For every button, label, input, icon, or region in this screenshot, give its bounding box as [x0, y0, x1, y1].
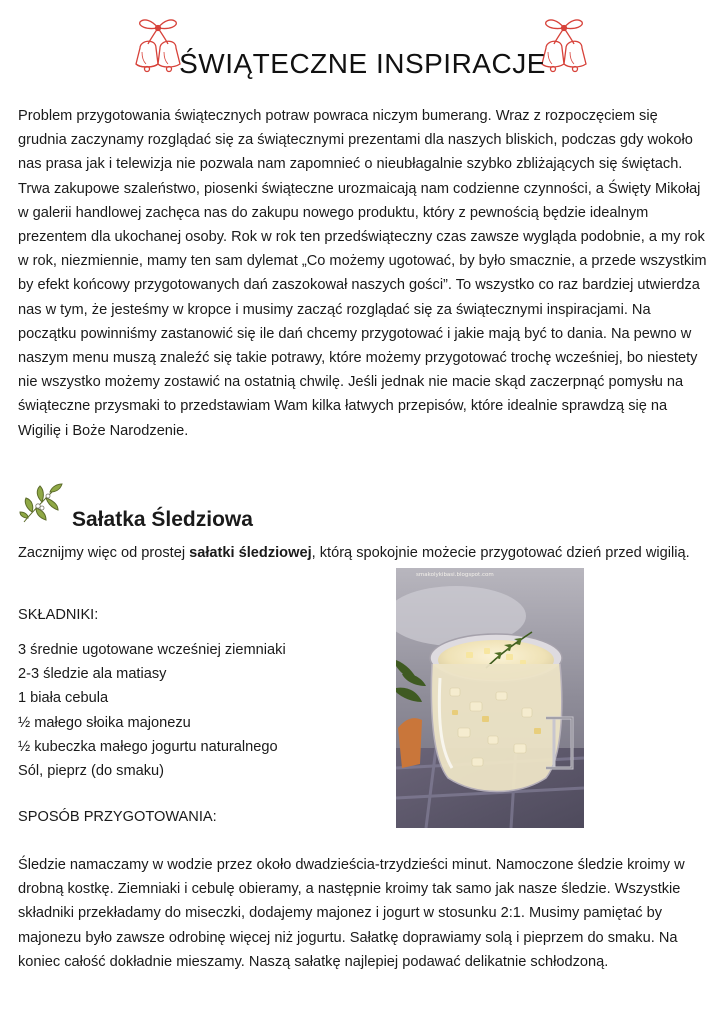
ingredient-item: Sól, pieprz (do smaku): [18, 763, 164, 780]
ingredient-item: ½ kubeczka małego jogurtu naturalnego: [18, 738, 278, 755]
recipe-lead: [18, 541, 708, 565]
lead-text-end: , którą spokojnie możecie przygotować dzień przed wigilią.: [311, 545, 690, 561]
salad-photo: [396, 568, 584, 828]
photo-watermark: smakolykibasi.blogspot.com: [416, 572, 494, 578]
intro-paragraph: Problem przygotowania świątecznych potraw powraca niczym bumerang. Wraz z rozpoczęciem się grudnia zaczynamy rozglądać się za świątecznymi prezentami dla naszych bliskich, podczas gdy wokoło nas prasa jak i telewizja nie pozwala nam zapomnieć o nieubłagalnie szybko zbliżających się świętach. Trwa zakupowe szaleństwo, piosenki świąteczne urozmaicają nam codzienne czynności, a Święty Mikołaj w galerii handlowej zachęca nas do zakupu nowego produktu, który z pewnością będzie idealnym prezentem dla ukochanej osoby. Rok w rok ten przedświąteczny czas zawsze wygląda podobnie, a my rok w rok, niezmiennie, mamy ten sam dylemat „Co możemy ugotować, by było smacznie, a przede wszystkim by efekt końcowy przygotowanych dań zaszokował naszych gości”. To wszystko co raz bardziej utwierdza nas w tym, że jesteśmy w kropce i musimy zacząć rozglądać się za świątecznymi inspiracjami. Na początku powinniśmy zastanowić się ile dań chcemy przygotować i jakie mają być to dania. Na pewno w naszym menu muszą znaleźć się takie potrawy, które możemy przygotować trochę wcześniej, bo niestety nie wszystko możemy zostawić na ostatnią chwilę. Jeśli jednak nie macie skąd zaczerpnąć pomysłu na świąteczne przysmaki to przedstawiam Wam kilka łatwych przepisów, które idealnie sprawdzą się na Wigilię i Boże Narodzenie.: [18, 108, 707, 439]
salad-jar-illustration: [396, 568, 584, 828]
mistletoe-icon: [18, 478, 68, 528]
ingredients-label: SKŁADNIKI:: [18, 607, 99, 623]
method-paragraph: Śledzie namaczamy w wodzie przez około dwadzieścia-trzydzieści minut. Namoczone śledzie kroimy w drobną kostkę. Ziemniaki i cebulę obieramy, a następnie kroimy tak samo jak nasze śledzie. Wszystkie składniki przekładamy do miseczki, dodajemy majonez i jogurt w stosunku 2:1. Musimy pamiętać by majonezu było zawsze odrobinę więcej niż jogurtu. Sałatkę doprawiamy solą i pieprzem do smaku. Na koniec całość dokładnie mieszamy. Naszą sałatkę najlepiej podawać delikatnie schłodzoną.: [18, 857, 685, 970]
ingredients-list: [18, 638, 286, 783]
lead-text-start: Zacznijmy więc od prostej: [18, 545, 190, 561]
ingredient-item: 3 średnie ugotowane wcześniej ziemniaki: [18, 642, 286, 658]
lead-text-bold: sałatki śledziowej: [189, 545, 312, 561]
recipe-title: Sałatka Śledziowa: [72, 508, 253, 531]
ingredient-item: ½ małego słoika majonezu: [18, 714, 191, 731]
ingredient-item: 1 biała cebula: [18, 690, 109, 707]
page-title: ŚWIĄTECZNE INSPIRACJE: [179, 48, 546, 79]
method-label: SPOSÓB PRZYGOTOWANIA:: [18, 809, 217, 825]
ingredient-item: 2-3 śledzie ala matiasy: [18, 666, 167, 683]
